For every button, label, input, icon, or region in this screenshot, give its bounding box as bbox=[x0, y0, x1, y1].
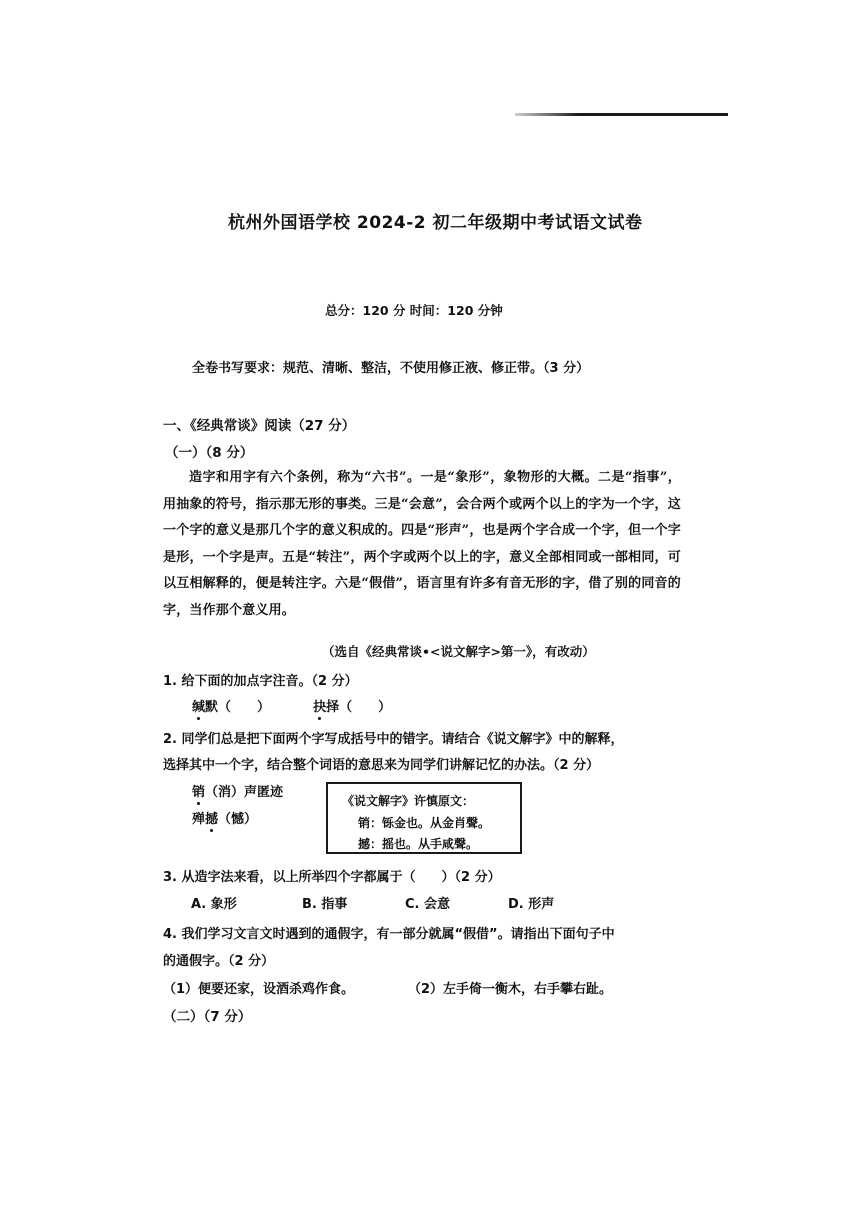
part-two-heading: （二）（7 分） bbox=[163, 1009, 252, 1025]
question-2-stem-line2: 选择其中一个字，结合整个词语的意思来为同学们讲解记忆的办法。（2 分） bbox=[163, 758, 600, 773]
question-4-stem-line2: 的通假字。（2 分） bbox=[163, 954, 275, 969]
dotted-char: 抉 bbox=[313, 700, 327, 715]
reading-passage bbox=[163, 465, 681, 624]
answer-blank[interactable]: （ ） bbox=[339, 700, 392, 715]
question-4-sentence-1: （1）便要还家，设酒杀鸡作食。 bbox=[163, 982, 355, 997]
dotted-char: 缄 bbox=[192, 700, 206, 715]
top-scan-line bbox=[515, 113, 728, 116]
question-1-stem: 1. 给下面的加点字注音。（2 分） bbox=[163, 674, 358, 689]
passage-source: （选自《经典常谈•<说文解字>第一》，有改动） bbox=[322, 644, 595, 659]
passage-text: 造字和用字有六个条例，称为“六书”。一是“象形”，象物形的大概。二是“指事”，用抽象的符号，指示那无形的事类。三是“会意”，会合两个或两个以上的字为一个字，这一个字的意义是那几个字的意义积成的。四是“形声”，也是两个字合成一个字，但一个字是形，一个字是声。五是“转注”，两个字或两个以上的字，意义全部相同或一部相同，可以互相解释的，便是转注字。六是“假借”，语言里有许多有音无形的字，借了别的同音的字，当作那个意义用。 bbox=[163, 470, 681, 618]
score-time-info: 总分：120 分 时间：120 分钟 bbox=[325, 303, 503, 318]
section-heading: 一、《经典常谈》阅读（27 分） bbox=[163, 418, 356, 434]
part-one-heading: （一）（8 分） bbox=[165, 445, 254, 461]
question-1-words: 缄默（ ） 抉择（ ） bbox=[192, 700, 392, 715]
answer-blank[interactable]: （ ） bbox=[218, 700, 271, 715]
question-4-sentence-2: （2）左手倚一衡木，右手攀右趾。 bbox=[408, 982, 613, 997]
dotted-char: 撼 bbox=[205, 812, 219, 827]
option-c[interactable]: C. 会意 bbox=[405, 897, 451, 912]
question-3-stem: 3. 从造字法来看，以上所举四个字都属于（ ）（2 分） bbox=[163, 870, 501, 885]
box-title: 《说文解字》许慎原文： bbox=[342, 794, 475, 808]
question-2-item-1: 销（消）声匿迹 bbox=[192, 785, 284, 800]
box-line-2: 撼：摇也。从手咸聲。 bbox=[358, 837, 479, 851]
option-d[interactable]: D. 形声 bbox=[508, 897, 555, 912]
box-line-1: 销：铄金也。从金肖聲。 bbox=[358, 816, 491, 830]
shuowen-quote-box bbox=[326, 782, 522, 854]
option-a[interactable]: A. 象形 bbox=[191, 897, 237, 912]
writing-requirement: 全卷书写要求：规范、清晰、整洁，不使用修正液、修正带。（3 分） bbox=[192, 361, 590, 376]
question-2-item-2: 殚撼（憾） bbox=[192, 812, 258, 827]
question-4-stem-line1: 4. 我们学习文言文时遇到的通假字，有一部分就属“假借”。请指出下面句子中 bbox=[163, 927, 615, 942]
dotted-char: 销 bbox=[192, 785, 206, 800]
option-b[interactable]: B. 指事 bbox=[302, 897, 348, 912]
exam-title: 杭州外国语学校 2024-2 初二年级期中考试语文试卷 bbox=[228, 213, 643, 233]
question-2-stem-line1: 2. 同学们总是把下面两个字写成括号中的错字。请结合《说文解字》中的解释， bbox=[163, 732, 624, 747]
